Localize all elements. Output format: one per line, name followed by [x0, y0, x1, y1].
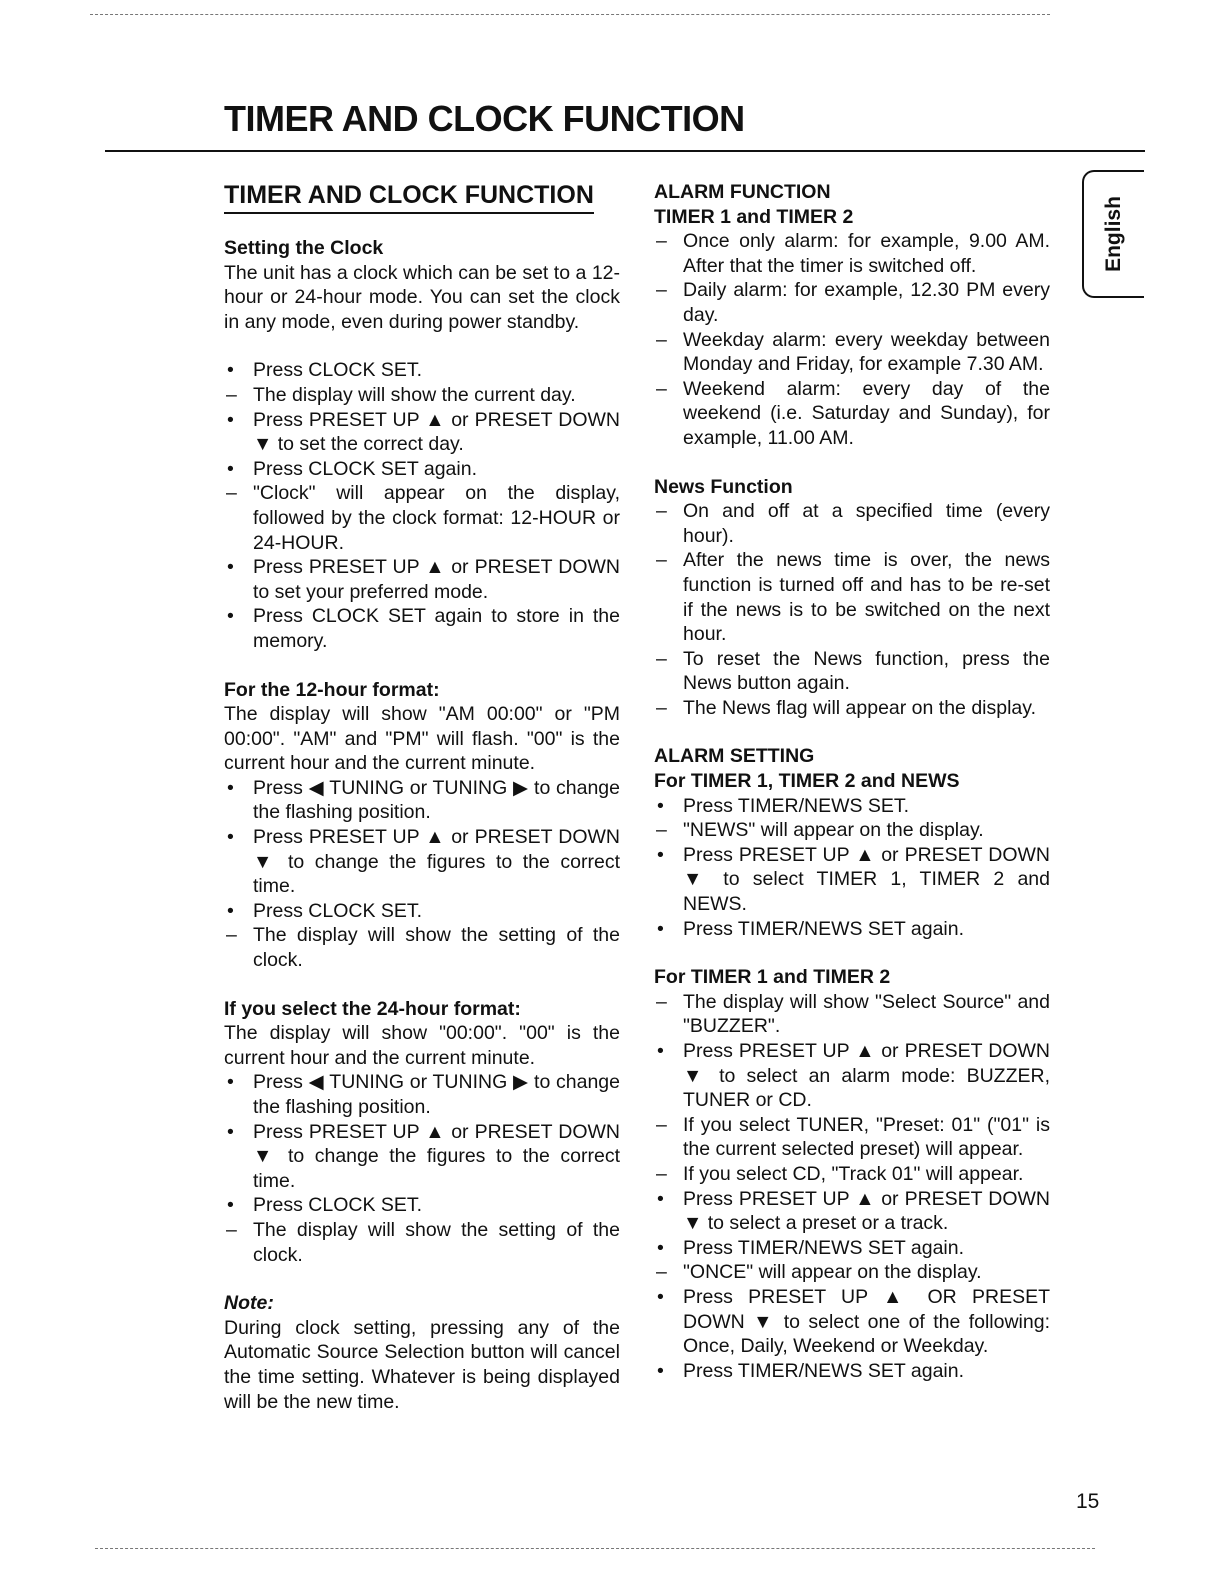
step-bullet: • Press CLOCK SET again to store in the memory.	[224, 604, 620, 653]
language-tab-label: English	[1102, 196, 1125, 272]
step-bullet: • Press TIMER/NEWS SET.	[654, 794, 1050, 819]
alarm-setting-subheading: For TIMER 1, TIMER 2 and NEWS	[654, 770, 960, 793]
alarm-function-steps	[654, 229, 1050, 450]
step-dash: – If you select TUNER, "Preset: 01" ("01" is the current selected preset) will appear.	[654, 1113, 1050, 1162]
step-bullet: • Press TIMER/NEWS SET again.	[654, 1359, 1050, 1384]
page-title: TIMER AND CLOCK FUNCTION	[224, 98, 745, 139]
format12-intro: The display will show "AM 00:00" or "PM 00:00". "AM" and "PM" will flash. "00" is the current hour and the current minute.	[224, 703, 620, 775]
step-bullet: • Press PRESET UP ▲ or PRESET DOWN ▼ to select a preset or a track.	[654, 1187, 1050, 1236]
step-bullet: • Press PRESET UP ▲ or PRESET DOWN to set your preferred mode.	[224, 555, 620, 604]
step-dash: – Once only alarm: for example, 9.00 AM. After that the timer is switched off.	[654, 229, 1050, 278]
left-column	[224, 180, 620, 1414]
format12-heading: For the 12-hour format:	[224, 678, 440, 701]
alarm-setting-heading: ALARM SETTING	[654, 745, 815, 768]
step-bullet: • Press PRESET UP ▲ OR PRESET DOWN ▼ to select one of the following: Once, Daily, Weekend or Weekday.	[654, 1285, 1050, 1359]
step-dash: – Weekday alarm: every weekday between Monday and Friday, for example 7.30 AM.	[654, 328, 1050, 377]
note-section	[224, 1291, 620, 1414]
format24-section	[224, 997, 620, 1268]
format24-heading: If you select the 24-hour format:	[224, 997, 521, 1020]
scan-artifact-top	[90, 14, 1050, 15]
title-divider	[105, 150, 1145, 152]
step-bullet: • Press PRESET UP ▲ or PRESET DOWN ▼ to change the figures to the correct time.	[224, 1120, 620, 1194]
format24-intro: The display will show "00:00". "00" is the current hour and the current minute.	[224, 1022, 620, 1069]
step-bullet: • Press TIMER/NEWS SET again.	[654, 917, 1050, 942]
language-tab	[1082, 170, 1144, 298]
timer12-heading: For TIMER 1 and TIMER 2	[654, 966, 891, 989]
setting-clock-section	[224, 236, 620, 654]
step-bullet: • Press PRESET UP ▲ or PRESET DOWN ▼ to set the correct day.	[224, 408, 620, 457]
format24-steps	[224, 1070, 620, 1267]
page-number: 15	[1076, 1490, 1100, 1513]
step-bullet: • Press PRESET UP ▲ or PRESET DOWN ▼ to select an alarm mode: BUZZER, TUNER or CD.	[654, 1039, 1050, 1113]
news-function-section	[654, 475, 1050, 721]
step-bullet: • Press ◀ TUNING or TUNING ▶ to change the flashing position.	[224, 1070, 620, 1119]
right-column	[654, 180, 1050, 1383]
format12-steps	[224, 776, 620, 973]
step-bullet: • Press CLOCK SET.	[224, 899, 620, 924]
step-dash: – The display will show the current day.	[224, 383, 620, 408]
step-dash: – The display will show the setting of the clock.	[224, 1218, 620, 1267]
step-bullet: • Press CLOCK SET.	[224, 358, 620, 383]
step-dash: – Weekend alarm: every day of the weekend (i.e. Saturday and Sunday), for example, 11.00 AM.	[654, 377, 1050, 451]
setting-clock-intro: The unit has a clock which can be set to a 12-hour or 24-hour mode. You can set the clock in any mode, even during power standby.	[224, 261, 620, 333]
step-dash: – "ONCE" will appear on the display.	[654, 1260, 1050, 1285]
step-bullet: • Press CLOCK SET again.	[224, 457, 620, 482]
timer12-section	[654, 965, 1050, 1383]
step-bullet: • Press TIMER/NEWS SET again.	[654, 1236, 1050, 1261]
step-dash: – The News flag will appear on the display.	[654, 696, 1050, 721]
step-dash: – "NEWS" will appear on the display.	[654, 818, 1050, 843]
alarm-setting-steps	[654, 794, 1050, 942]
format12-section	[224, 678, 620, 973]
section-title: TIMER AND CLOCK FUNCTION	[224, 180, 594, 214]
step-bullet: • Press ◀ TUNING or TUNING ▶ to change the flashing position.	[224, 776, 620, 825]
step-dash: – The display will show "Select Source" and "BUZZER".	[654, 990, 1050, 1039]
step-dash: – If you select CD, "Track 01" will appear.	[654, 1162, 1050, 1187]
timer12-steps	[654, 990, 1050, 1384]
scan-artifact-bottom	[95, 1548, 1095, 1549]
step-bullet: • Press PRESET UP ▲ or PRESET DOWN ▼ to select TIMER 1, TIMER 2 and NEWS.	[654, 843, 1050, 917]
step-dash: – On and off at a specified time (every hour).	[654, 499, 1050, 548]
alarm-setting-section	[654, 744, 1050, 941]
alarm-function-heading: ALARM FUNCTION	[654, 181, 831, 203]
setting-clock-heading: Setting the Clock	[224, 237, 384, 259]
alarm-function-subheading: TIMER 1 and TIMER 2	[654, 205, 854, 228]
note-heading: Note:	[224, 1292, 274, 1315]
step-dash: – Daily alarm: for example, 12.30 PM every day.	[654, 278, 1050, 327]
news-function-heading: News Function	[654, 475, 793, 498]
news-function-steps	[654, 499, 1050, 720]
step-dash: – After the news time is over, the news function is turned off and has to be re-set if the news is to be switched on the next hour.	[654, 548, 1050, 646]
step-bullet: • Press CLOCK SET.	[224, 1193, 620, 1218]
step-bullet: • Press PRESET UP ▲ or PRESET DOWN ▼ to change the figures to the correct time.	[224, 825, 620, 899]
step-dash: – The display will show the setting of the clock.	[224, 923, 620, 972]
step-dash: – To reset the News function, press the News button again.	[654, 647, 1050, 696]
note-text: During clock setting, pressing any of the Automatic Source Selection button will cancel the time setting. Whatever is being displayed will be the new time.	[224, 1316, 620, 1413]
alarm-function-section	[654, 180, 1050, 451]
setting-clock-steps	[224, 358, 620, 653]
step-dash: – "Clock" will appear on the display, followed by the clock format: 12-HOUR or 24-HOUR.	[224, 481, 620, 555]
